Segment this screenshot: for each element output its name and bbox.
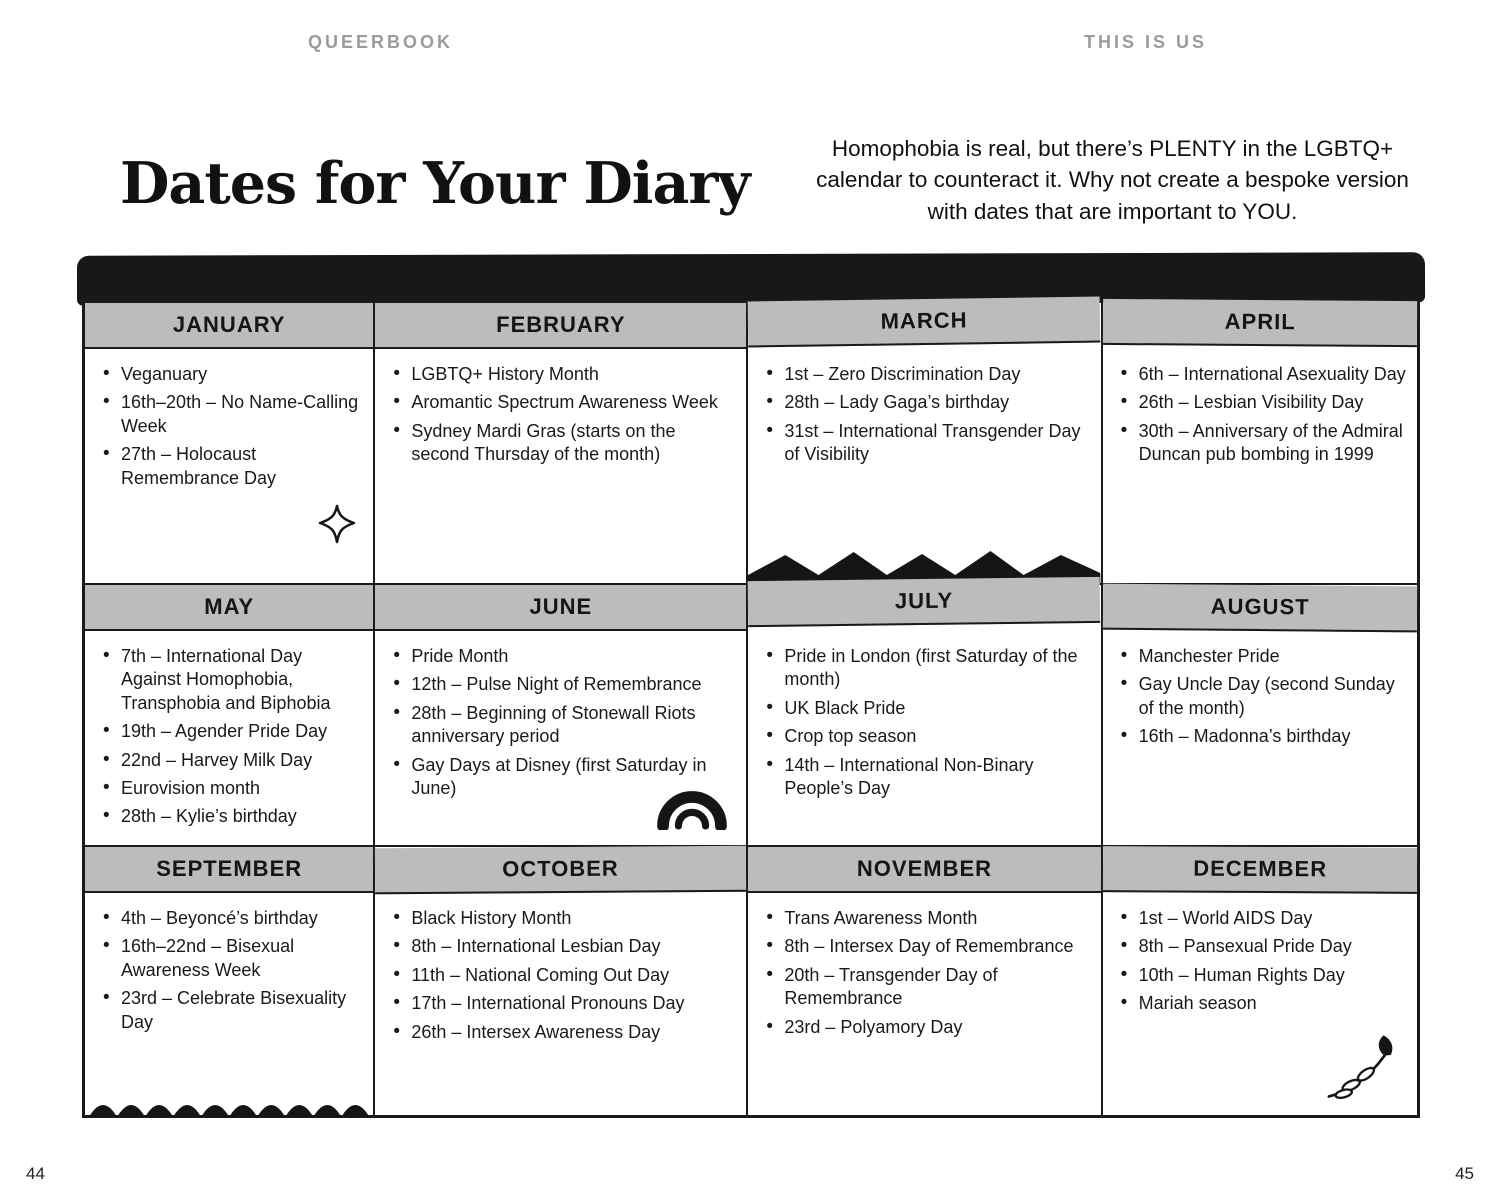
- month-item: • 19th – Agender Pride Day: [99, 720, 363, 743]
- month-header: [748, 297, 1101, 348]
- month-item: • 4th – Beyoncé’s birthday: [99, 907, 363, 930]
- month-item-list: [85, 631, 373, 842]
- month-header: [748, 577, 1101, 627]
- month-cell-june: [375, 585, 748, 847]
- month-item: • 23rd – Celebrate Bisexuality Day: [99, 987, 363, 1034]
- month-item-list: [85, 893, 373, 1047]
- month-cell-february: [375, 303, 748, 585]
- month-item: • Pride Month: [389, 645, 736, 668]
- month-item: • 16th–22nd – Bisexual Awareness Week: [99, 935, 363, 982]
- month-item: • 16th – Madonna’s birthday: [1117, 725, 1407, 748]
- month-header: [85, 303, 373, 349]
- month-item: • 12th – Pulse Night of Remembrance: [389, 673, 736, 696]
- month-name: SEPTEMBER: [156, 856, 303, 881]
- month-name: DECEMBER: [1192, 855, 1327, 882]
- month-item: • 26th – Intersex Awareness Day: [389, 1021, 736, 1044]
- month-item-list: [748, 349, 1100, 480]
- month-item: • 23rd – Polyamory Day: [762, 1016, 1090, 1039]
- calendar-grid: [82, 300, 1420, 1118]
- month-header: [1102, 299, 1417, 347]
- month-header: [375, 585, 746, 631]
- page-title: Dates for Your Diary: [120, 150, 750, 218]
- month-item: • 14th – International Non-Binary People’s Day: [762, 754, 1090, 801]
- month-name: APRIL: [1224, 308, 1296, 335]
- month-item: • 28th – Lady Gaga’s birthday: [762, 391, 1090, 414]
- month-cell-august: [1103, 585, 1417, 847]
- month-item: • Manchester Pride: [1117, 645, 1407, 668]
- month-name: JULY: [895, 587, 954, 614]
- month-item-list: [375, 893, 746, 1057]
- month-item: • 28th – Beginning of Stonewall Riots anniversary period: [389, 702, 736, 749]
- chapter-running-head: THIS IS US: [1084, 32, 1208, 52]
- month-item: • Sydney Mardi Gras (starts on the second Thursday of the month): [389, 420, 736, 467]
- month-item: • Gay Uncle Day (second Sunday of the month): [1117, 673, 1407, 720]
- intro-text: Homophobia is real, but there’s PLENTY in the LGBTQ+ calendar to counteract it. Why not create a bespoke version with dates that are important to YOU.: [816, 135, 1409, 224]
- month-item: • Crop top season: [762, 725, 1090, 748]
- month-item-list: [375, 349, 746, 480]
- month-item-list: [1103, 349, 1417, 480]
- month-cell-april: [1103, 303, 1417, 585]
- month-item: • 1st – Zero Discrimination Day: [762, 363, 1090, 386]
- flower-icon: [1323, 1028, 1407, 1107]
- month-item: • LGBTQ+ History Month: [389, 363, 736, 386]
- month-name: MAY: [204, 594, 255, 619]
- month-item: • 22nd – Harvey Milk Day: [99, 749, 363, 772]
- month-item: • 11th – National Coming Out Day: [389, 964, 736, 987]
- month-item: • UK Black Pride: [762, 697, 1090, 720]
- month-name: JUNE: [529, 594, 593, 619]
- month-header: [375, 846, 746, 895]
- month-cell-december: [1103, 847, 1417, 1115]
- page-number-left: 44: [26, 1164, 45, 1183]
- month-cell-july: [748, 585, 1102, 847]
- month-cell-may: [85, 585, 375, 847]
- month-header: [1103, 846, 1418, 894]
- month-header: [375, 303, 746, 349]
- book-title-running-head: QUEERBOOK: [308, 32, 454, 52]
- month-item-list: [1103, 893, 1417, 1029]
- month-name: JANUARY: [172, 312, 286, 337]
- month-cell-january: [85, 303, 375, 585]
- month-cell-november: [748, 847, 1102, 1115]
- month-item: • Black History Month: [389, 907, 736, 930]
- month-item-list: [85, 349, 373, 503]
- month-item-list: [375, 631, 746, 813]
- month-item: • Veganuary: [99, 363, 363, 386]
- month-name: FEBRUARY: [496, 312, 626, 337]
- month-header: [85, 585, 373, 631]
- month-name: AUGUST: [1210, 593, 1310, 620]
- month-header: [748, 847, 1100, 893]
- month-item: • 17th – International Pronouns Day: [389, 992, 736, 1015]
- month-name: NOVEMBER: [856, 856, 993, 881]
- month-name: MARCH: [880, 307, 969, 334]
- month-item-list: [748, 893, 1100, 1052]
- month-item: • 8th – Pansexual Pride Day: [1117, 935, 1407, 958]
- month-item: • 26th – Lesbian Visibility Day: [1117, 391, 1407, 414]
- month-item: • 27th – Holocaust Remembrance Day: [99, 443, 363, 490]
- month-item: • Eurovision month: [99, 777, 363, 800]
- month-item: • Gay Days at Disney (first Saturday in June): [389, 754, 736, 801]
- page-number-right: 45: [1455, 1164, 1474, 1183]
- month-header: [1102, 584, 1417, 633]
- month-item: • 10th – Human Rights Day: [1117, 964, 1407, 987]
- month-item: • 1st – World AIDS Day: [1117, 907, 1407, 930]
- month-cell-march: [748, 303, 1102, 585]
- month-item: • 8th – International Lesbian Day: [389, 935, 736, 958]
- month-item: • Aromantic Spectrum Awareness Week: [389, 391, 736, 414]
- calendar-top-bar: [77, 252, 1425, 306]
- month-item: • 7th – International Day Against Homophobia, Transphobia and Biphobia: [99, 645, 363, 715]
- month-item: • Mariah season: [1117, 992, 1407, 1015]
- month-header: [85, 847, 373, 893]
- month-item: • 31st – International Transgender Day of Visibility: [762, 420, 1090, 467]
- month-item: • 28th – Kylie’s birthday: [99, 805, 363, 828]
- scallops-icon: [89, 1093, 369, 1117]
- month-item: • 16th–20th – No Name-Calling Week: [99, 391, 363, 438]
- month-item: • Pride in London (first Saturday of the month): [762, 645, 1090, 692]
- month-cell-september: [85, 847, 375, 1115]
- month-item: • Trans Awareness Month: [762, 907, 1090, 930]
- month-item: • 8th – Intersex Day of Remembrance: [762, 935, 1090, 958]
- month-item: • 20th – Transgender Day of Remembrance: [762, 964, 1090, 1011]
- month-item: • 30th – Anniversary of the Admiral Duncan pub bombing in 1999: [1117, 420, 1407, 467]
- month-item-list: [1103, 631, 1417, 762]
- month-name: OCTOBER: [502, 855, 620, 882]
- star-icon: [317, 504, 357, 549]
- month-item-list: [748, 631, 1100, 813]
- month-item: • 6th – International Asexuality Day: [1117, 363, 1407, 386]
- month-cell-october: [375, 847, 748, 1115]
